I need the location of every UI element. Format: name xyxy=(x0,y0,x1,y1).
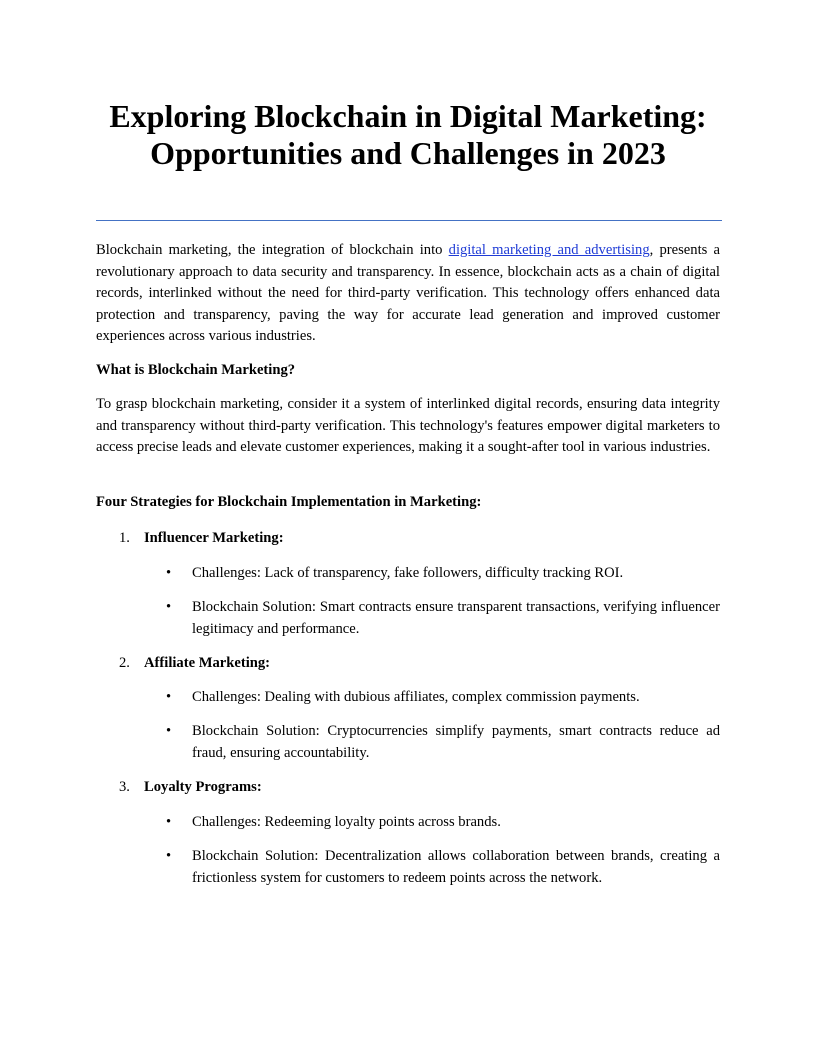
digital-marketing-link[interactable]: digital marketing and advertising xyxy=(448,242,650,258)
bullet-icon: • xyxy=(166,848,172,864)
list-bullet-text: Blockchain Solution: Cryptocurrencies simplify payments, smart contracts reduce ad fraud, ensuring accountability. xyxy=(192,723,720,761)
bullet-icon: • xyxy=(166,689,172,705)
list-item-title: Influencer Marketing: xyxy=(144,530,284,546)
title-underline-rule xyxy=(96,220,722,221)
section-heading-what-is: What is Blockchain Marketing? xyxy=(96,362,296,378)
bullet-icon: • xyxy=(166,723,172,739)
page-title: Exploring Blockchain in Digital Marketing: Opportunities and Challenges in 2023 xyxy=(109,98,707,171)
list-number: 2. xyxy=(119,655,130,671)
intro-text-after-link: , presents a revolutionary approach to data security and transparency. In essence, blockchain acts as a chain of digital records, interlinked without the need for third-party verification. This technology offers enhanced data protection and transparency, paving the way for accurate lead generation and improved customer experiences across various industries. xyxy=(96,242,720,344)
intro-paragraph xyxy=(96,240,720,348)
list-bullet-text: Blockchain Solution: Smart contracts ensure transparent transactions, verifying influencer legitimacy and performance. xyxy=(192,599,720,637)
list-bullet-text: Challenges: Dealing with dubious affiliates, complex commission payments. xyxy=(192,689,640,705)
list-number: 3. xyxy=(119,779,130,795)
bullet-icon: • xyxy=(166,565,172,581)
bullet-icon: • xyxy=(166,814,172,830)
list-number: 1. xyxy=(119,530,130,546)
intro-text-before-link: Blockchain marketing, the integration of blockchain into xyxy=(96,242,449,258)
list-item-title: Loyalty Programs: xyxy=(144,779,262,795)
list-bullet-text: Challenges: Lack of transparency, fake followers, difficulty tracking ROI. xyxy=(192,565,624,581)
list-bullet-text: Challenges: Redeeming loyalty points across brands. xyxy=(192,814,501,830)
section-body-what-is: To grasp blockchain marketing, consider it a system of interlinked digital records, ensuring data integrity and transparency without third-party verification. This technology's features empower digital marketers to access precise leads and elevate customer experiences, making it a sought-after tool in various industries. xyxy=(96,396,720,455)
section-heading-strategies: Four Strategies for Blockchain Implementation in Marketing: xyxy=(96,494,482,510)
list-item-title: Affiliate Marketing: xyxy=(144,655,271,671)
bullet-icon: • xyxy=(166,599,172,615)
list-bullet-text: Blockchain Solution: Decentralization allows collaboration between brands, creating a frictionless system for customers to redeem points across the network. xyxy=(192,848,720,886)
